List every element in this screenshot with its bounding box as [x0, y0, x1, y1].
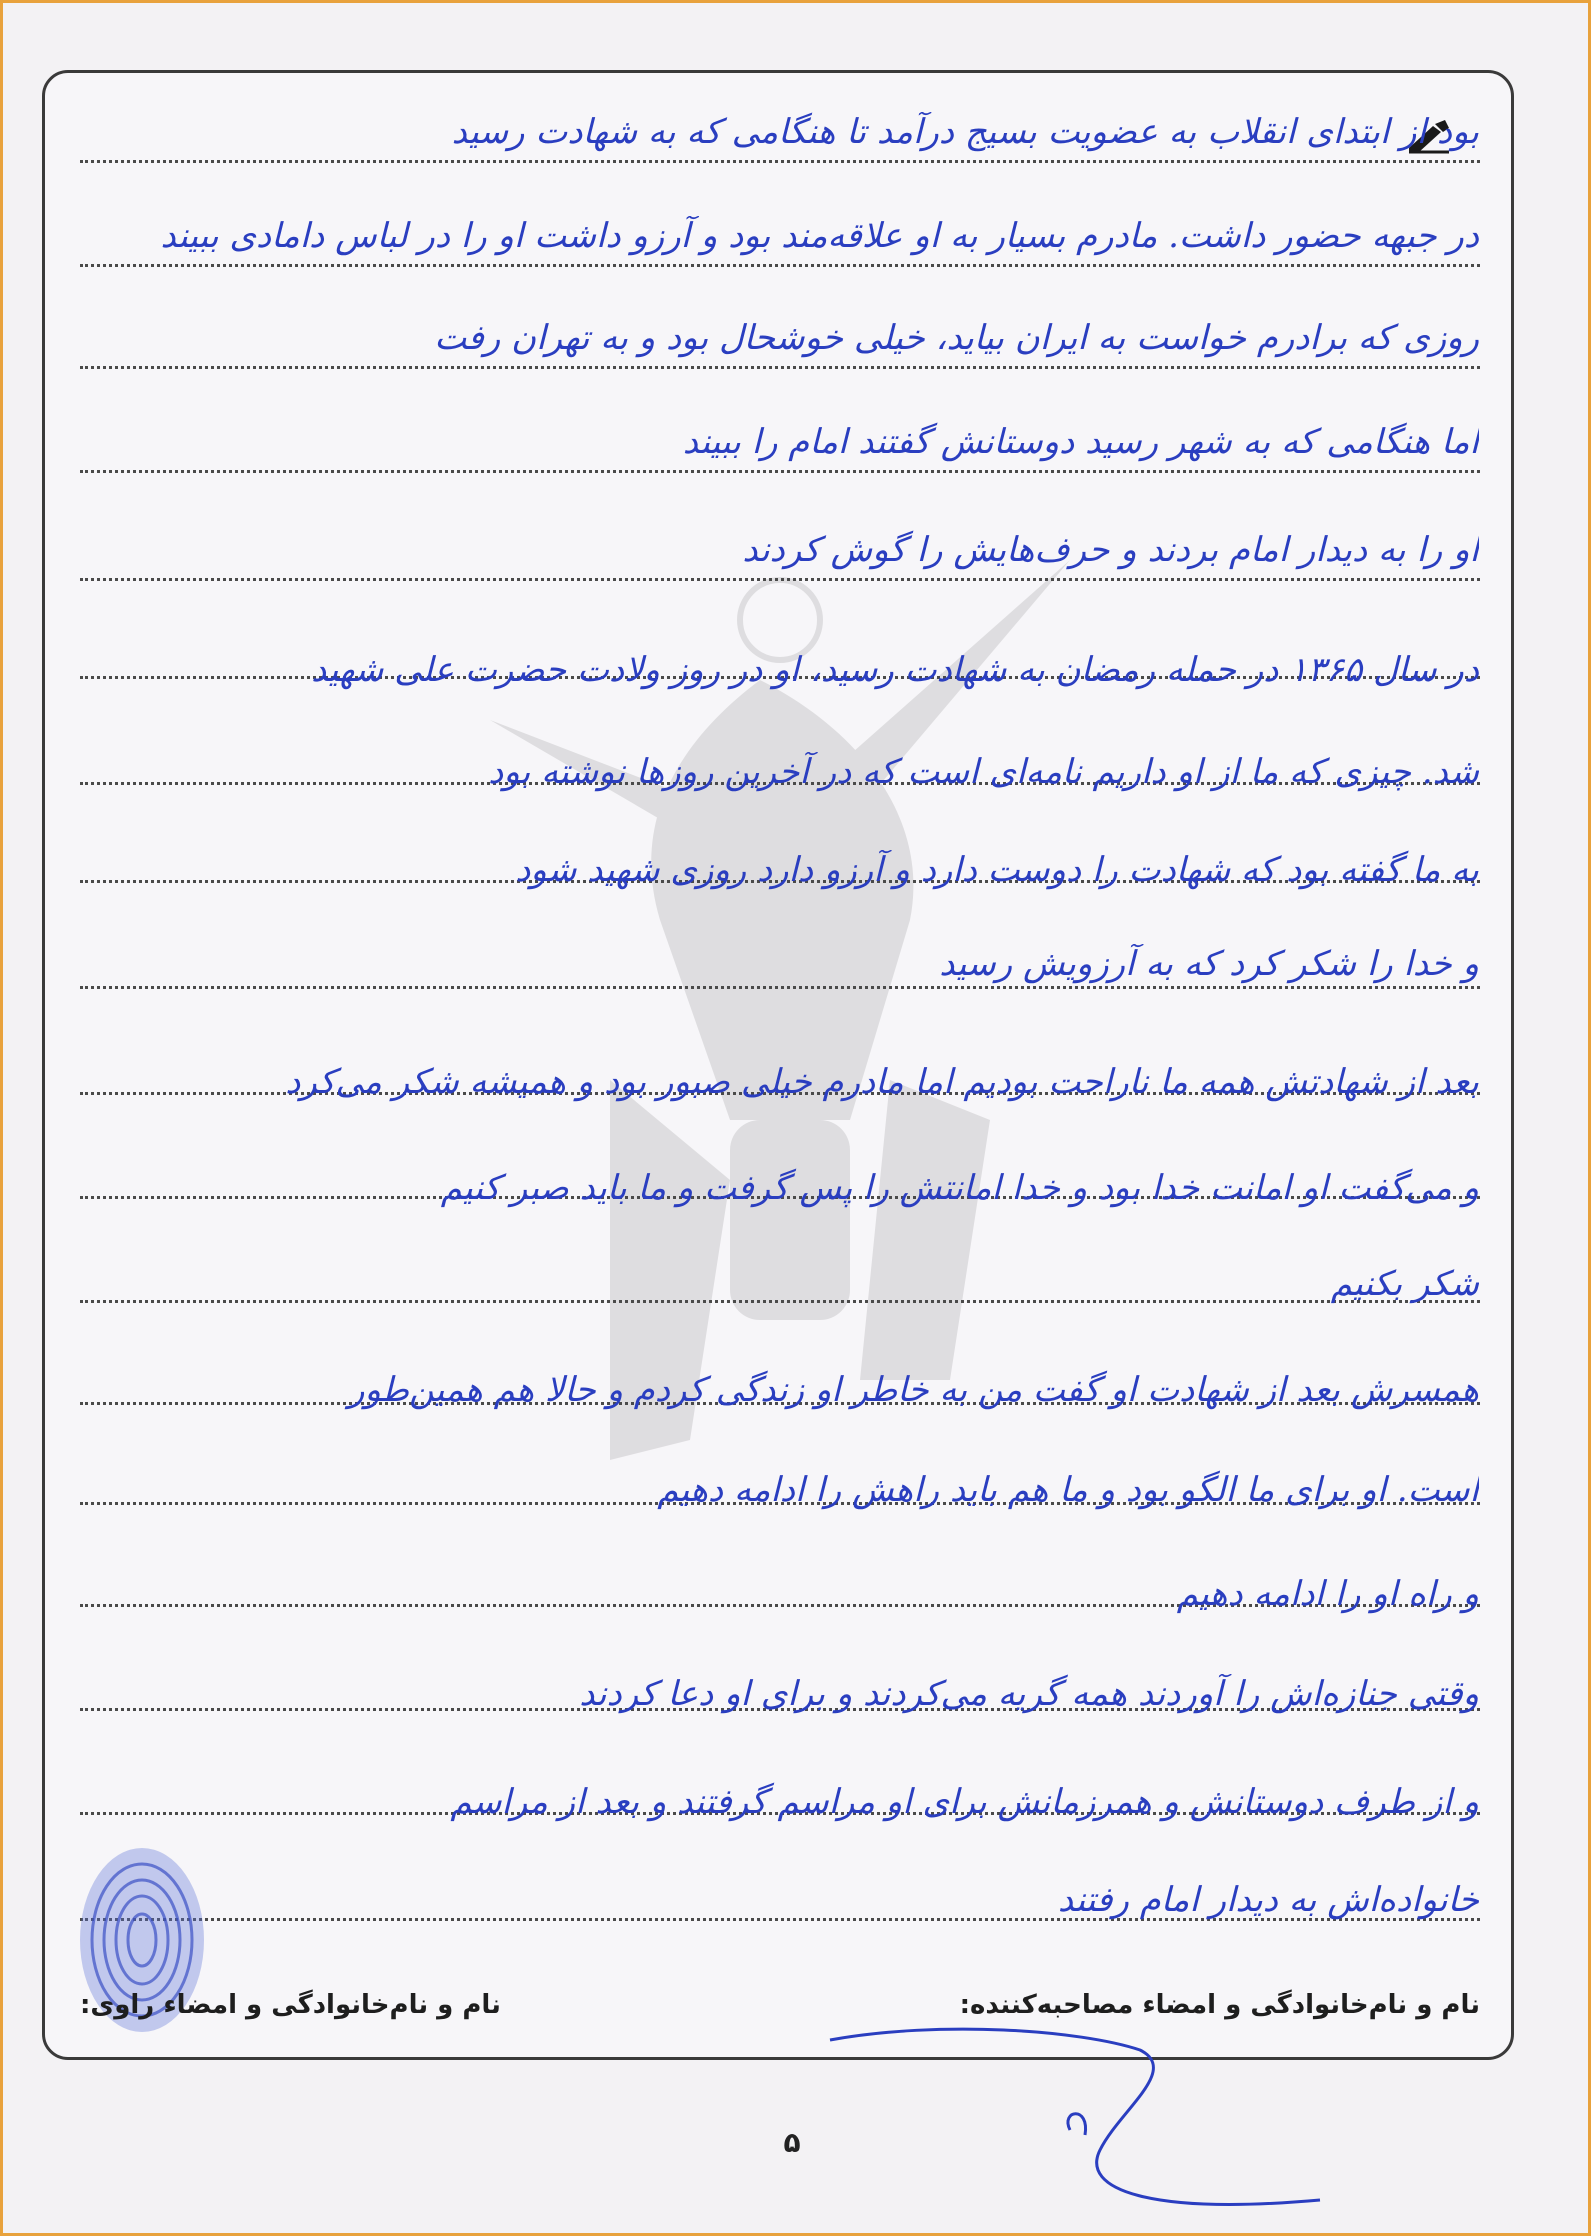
ruled-line	[80, 470, 1480, 473]
foundation-logo-watermark	[430, 560, 1130, 1460]
handwritten-line: در جبهه حضور داشت. مادرم بسیار به او علاقه‌مند بود و آرزو داشت او را در لباس دامادی ببیند	[160, 216, 1479, 256]
handwritten-line: است. او برای ما الگو بود و ما هم باید راهش را ادامه دهیم	[657, 1470, 1479, 1510]
handwritten-line: او را به دیدار امام بردند و حرف‌هایش را گوش کردند	[742, 530, 1479, 570]
handwritten-line: روزی که برادرم خواست به ایران بیاید، خیلی خوشحال بود و به تهران رفت	[434, 318, 1479, 358]
handwritten-line: بعد از شهادتش همه ما ناراحت بودیم اما مادرم خیلی صبور بود و همیشه شکر می‌کرد	[285, 1062, 1479, 1102]
handwritten-line: به ما گفته بود که شهادت را دوست دارد و آرزو دارد روزی شهید شود	[515, 850, 1479, 890]
interviewer-signature-label: نام و نام‌خانوادگی و امضاء مصاحبه‌کننده:	[959, 1990, 1480, 2020]
handwritten-line: در سال ۱۳۶۵ در حمله رمضان به شهادت رسید، او در روز ولادت حضرت علی شهید	[311, 650, 1479, 690]
handwritten-line: بود از ابتدای انقلاب به عضویت بسیج درآمد تا هنگامی که به شهادت رسید	[451, 112, 1479, 152]
handwritten-line: شکر بکنیم	[1330, 1264, 1479, 1304]
ruled-line	[80, 578, 1480, 581]
handwritten-line: و خدا را شکر کرد که به آرزویش رسید	[939, 944, 1479, 984]
handwritten-line: و راه او را ادامه دهیم	[1176, 1574, 1479, 1614]
handwritten-line: شد. چیزی که ما از او داریم نامه‌ای است که در آخرین روزها نوشته بود	[488, 752, 1479, 792]
ruled-line	[80, 264, 1480, 267]
handwritten-line: اما هنگامی که به شهر رسید دوستانش گفتند امام را ببیند	[682, 422, 1479, 462]
handwritten-line: وقتی جنازه‌اش را آوردند همه گریه می‌کردند و برای او دعا کردند	[579, 1674, 1479, 1714]
handwritten-line: و می‌گفت او امانت خدا بود و خدا امانتش را پس گرفت و ما باید صبر کنیم	[440, 1168, 1479, 1208]
handwritten-line: همسرش بعد از شهادت او گفت من به خاطر او زندگی کردم و حالا هم همین‌طور	[348, 1370, 1479, 1410]
signature-scribble	[820, 2010, 1340, 2220]
handwritten-line: و از طرف دوستانش و همرزمانش برای او مراسم گرفتند و بعد از مراسم	[450, 1782, 1479, 1822]
narrator-signature-label: نام و نام‌خانوادگی و امضاء راوی:	[80, 1990, 501, 2020]
ruled-line	[80, 160, 1480, 163]
ruled-line	[80, 986, 1480, 989]
page-number: ۵	[783, 2126, 801, 2159]
handwritten-line: خانواده‌اش به دیدار امام رفتند	[1057, 1880, 1479, 1920]
ruled-line	[80, 366, 1480, 369]
